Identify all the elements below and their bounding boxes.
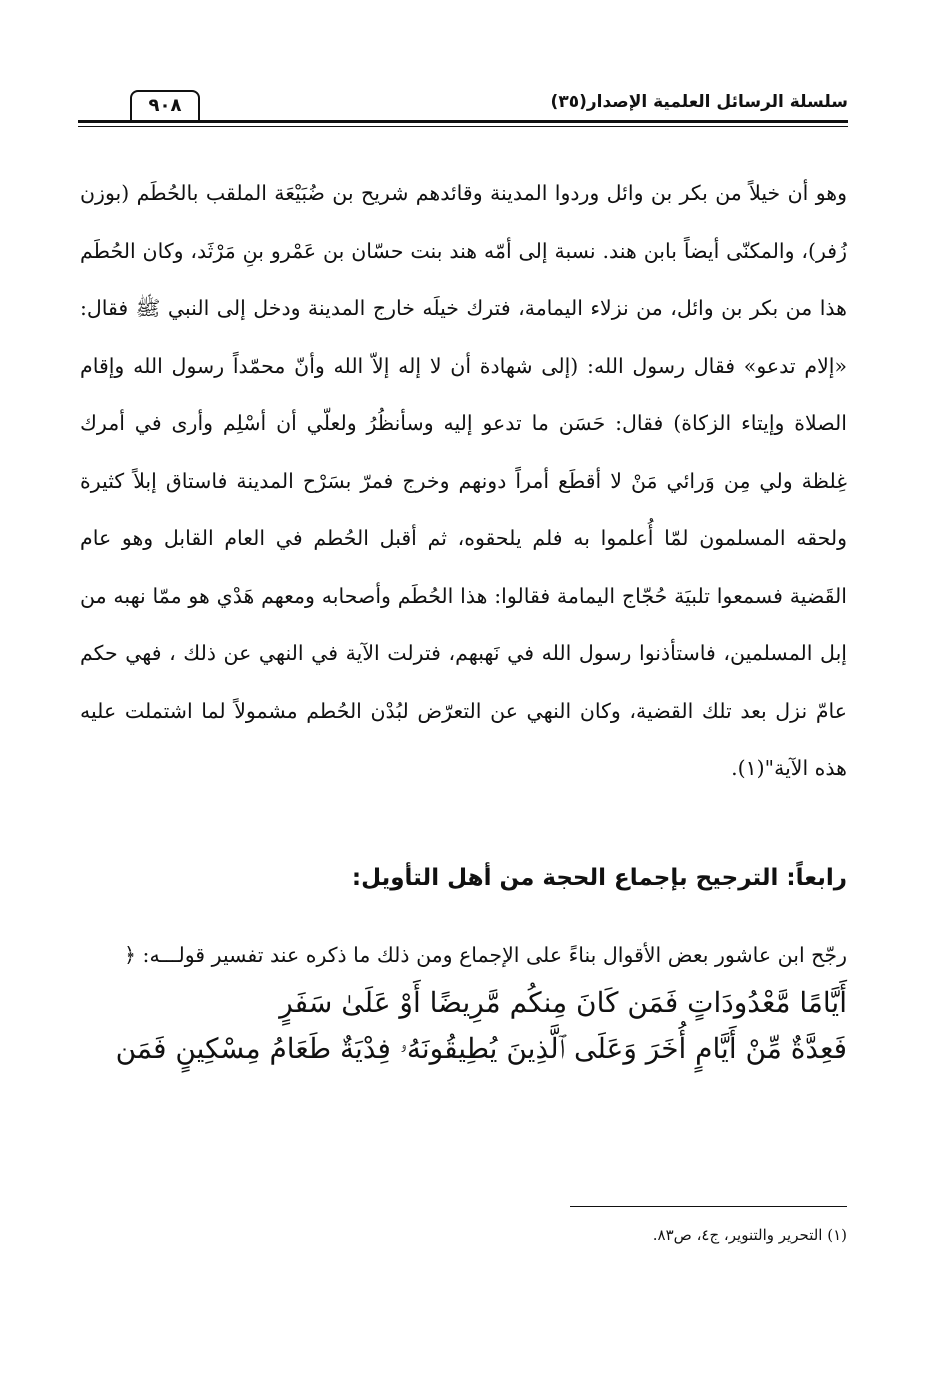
quran-verse-line-1: أَيَّامًا مَّعْدُودَاتٍ فَمَن كَانَ مِنكُم مَّرِيضًا أَوْ عَلَىٰ سَفَرٍ bbox=[279, 986, 847, 1019]
second-paragraph bbox=[80, 930, 847, 1072]
intro-text: رجّح ابن عاشور بعض الأقوال بناءً على الإجماع ومن ذلك ما ذكره عند تفسير قولـــه: ﴿ bbox=[124, 943, 847, 967]
footnote: (١) التحرير والتنوير، ج٤، ص٨٣. bbox=[652, 1226, 847, 1244]
quran-verse-line-2: فَعِدَّةٌ مِّنْ أَيَّامٍ أُخَرَ وَعَلَى ٱلَّذِينَ يُطِيقُونَهُۥ فِدْيَةٌ طَعَامُ مِسْكِينٍ فَمَن bbox=[115, 1032, 847, 1065]
header-rule-thin bbox=[78, 126, 848, 127]
footnote-rule bbox=[570, 1206, 847, 1207]
main-paragraph bbox=[80, 165, 847, 798]
paragraph-text: وهو أن خيلاً من بكر بن وائل وردوا المدينة وقائدهم شريح بن ضُبَيْعَة الملقب بالحُطَم (بوزن زُفر)، والمكنّى أيضاً بابن هند. نسبة إلى أمّه هند بنت حسّان بن عَمْرو بنِ مَرْثَد، وكان الحُطَم هذا من بكر بن وائل، من نزلاء اليمامة، فترك خيلَه خارج المدينة ودخل إلى النبي ﷺ فقال: «إلام تدعو» فقال رسول الله: (إلى شهادة أن لا إله إلاّ الله وأنّ محمّداً رسول الله وإقام الصلاة وإيتاء الزكاة) فقال: حَسَن ما تدعو إليه وسأنظُرُ ولعلّي أن أسْلِم وأرى في أمرك غِلظة ولي مِن وَرائي مَنْ لا أقطَع أمراً دونهم وخرج فمرّ بسَرْح المدينة فاستاق إبلاً كثيرة ولحقه المسلمون لمّا أُعلموا به فلم يلحقوه، ثم أقبل الحُطم في العام القابل وهو عام القَضية فسمعوا تلبيَة حُجّاج اليمامة فقالوا: هذا الحُطَم وأصحابه ومعهم هَدْي هو ممّا نهبه من إبل المسلمين، فاستأذنوا رسول الله في نَهبهم، فترلت الآية في النهي عن ذلك ، فهي حكم عامّ نزل بعد تلك القضية، وكان النهي عن التعرّض لبُدْن الحُطم مشمولاً لما اشتملت عليه هذه الآية"(١). bbox=[80, 181, 847, 780]
series-title: سلسلة الرسائل العلمية الإصدار(٣٥) bbox=[550, 92, 848, 112]
header-rule-thick bbox=[78, 120, 848, 123]
page-header bbox=[78, 88, 848, 150]
section-heading: رابعاً: الترجيح بإجماع الحجة من أهل التأويل: bbox=[351, 865, 847, 891]
page-number: ٩٠٨ bbox=[130, 90, 200, 120]
